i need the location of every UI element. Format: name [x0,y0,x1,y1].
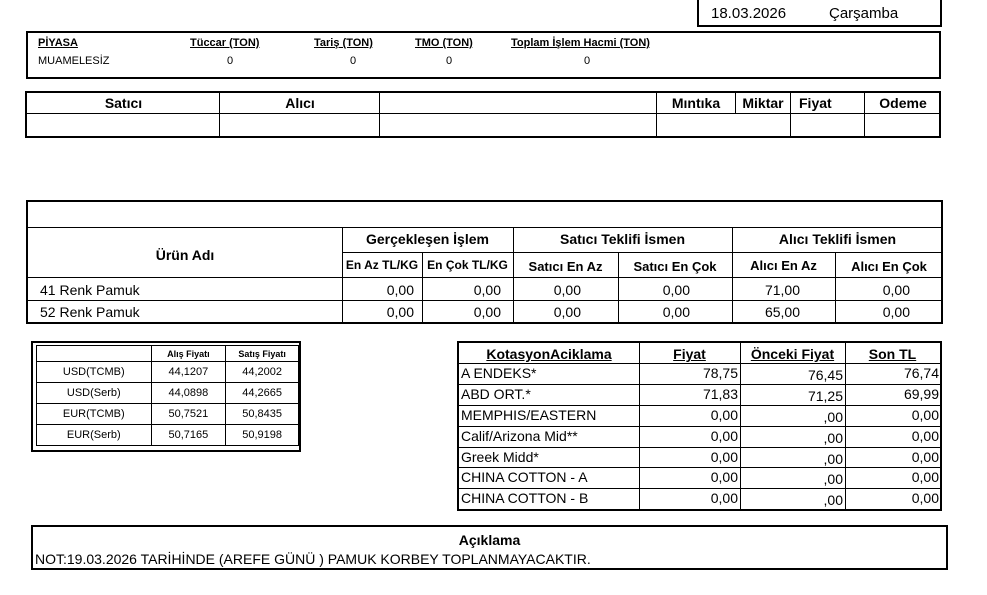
en-az-tl-header: En Az TL/KG [345,258,419,272]
kotasyon-onceki: 71,25 [807,388,843,404]
report-weekday: Çarşamba [829,5,899,22]
product-cell: 0,00 [662,304,690,320]
kotasyon-son: 0,00 [911,469,939,485]
kotasyon-fiyat: 0,00 [710,407,738,423]
product-cell: 0,00 [662,282,690,298]
fx-satis: 44,2002 [226,362,299,383]
taris-value: 0 [350,55,357,67]
fx-alis: 44,1207 [151,362,226,383]
date-box [697,0,942,27]
row-divider [28,227,941,228]
piyasa-value: MUAMELESİZ [38,55,110,67]
satici-en-az-header: Satıcı En Az [528,259,603,274]
alici-en-cok-header: Alıcı En Çok [851,259,927,274]
kotasyon-name: MEMPHIS/EASTERN [461,407,597,423]
note-title: Açıklama [458,532,521,548]
col-divider [379,93,380,136]
row-divider [28,277,941,278]
row-divider [459,384,940,385]
fx-satis: 50,9198 [226,425,299,446]
row-divider [459,447,940,448]
currency-table [31,341,301,452]
kotasyon-son: 0,00 [911,428,939,444]
report-date: 18.03.2026 [711,5,787,22]
fx-alis: 50,7521 [151,404,226,425]
row-divider [459,426,940,427]
product-cell: 0,00 [882,282,910,298]
row-divider [459,405,940,406]
product-cell: 71,00 [764,282,800,298]
kotasyon-onceki: ,00 [823,471,843,487]
product-cell: 0,00 [386,282,414,298]
kotasyon-header: KotasyonAciklama [486,346,612,362]
fx-name: EUR(Serb) [37,425,152,446]
tmo-value: 0 [446,55,453,67]
market-summary [26,31,941,79]
satici-header: Satıcı [104,95,143,111]
piyasa-header: PİYASA [38,37,78,49]
kotasyon-onceki: ,00 [823,492,843,508]
satici-teklifi-header: Satıcı Teklifi İsmen [559,231,685,247]
fx-name: USD(Serb) [37,383,152,404]
tmo-header: TMO (TON) [415,37,473,49]
table-row [37,383,299,404]
mintika-header: Mıntıka [671,95,721,111]
table-row [37,425,299,446]
fx-satis: 50,8435 [226,404,299,425]
row-divider [459,467,940,468]
kotasyon-name: CHINA COTTON - B [461,490,589,506]
alici-teklifi-header: Alıcı Teklifi İsmen [778,231,897,247]
kotasyon-name: ABD ORT.* [461,386,531,402]
kotasyon-son: 0,00 [911,449,939,465]
col-divider [864,93,865,136]
tuccar-header: Tüccar (TON) [190,37,260,49]
fx-name: EUR(TCMB) [37,404,152,425]
taris-header: Tariş (TON) [314,37,373,49]
row-divider [342,252,943,253]
kotasyon-son: 0,00 [911,490,939,506]
product-cell: 0,00 [473,282,501,298]
table-row [37,404,299,425]
toplam-value: 0 [584,55,591,67]
product-cell: 0,00 [553,282,581,298]
kotasyon-name: Calif/Arizona Mid** [461,428,578,444]
kotasyon-son: 0,00 [911,407,939,423]
kotasyon-fiyat: 0,00 [710,490,738,506]
quotation-table [457,341,942,511]
note-box [31,525,948,570]
fx-blank-header [37,346,152,362]
toplam-header: Toplam İşlem Hacmi (TON) [511,37,650,49]
satici-en-cok-header: Satıcı En Çok [633,259,717,274]
fiyat-header: Fiyat [799,95,832,111]
product-name: 41 Renk Pamuk [40,282,140,298]
col-divider [790,93,791,136]
satis-header: Satış Fiyatı [226,346,299,362]
kotasyon-son: 76,74 [903,365,939,381]
odeme-header: Odeme [879,95,927,111]
row-divider [459,363,940,364]
col-divider [735,93,736,113]
onceki-fiyat-header: Önceki Fiyat [750,346,835,362]
table-row [37,362,299,383]
kotasyon-fiyat: 0,00 [710,428,738,444]
product-cell: 0,00 [882,304,910,320]
alici-en-az-header: Alıcı En Az [750,258,817,273]
alis-header: Alış Fiyatı [151,346,226,362]
product-cell: 65,00 [764,304,800,320]
son-tl-header: Son TL [868,346,917,362]
product-cell: 0,00 [553,304,581,320]
kotasyon-name: CHINA COTTON - A [461,469,588,485]
kotasyon-fiyat: 0,00 [710,469,738,485]
urun-adi-header: Ürün Adı [155,247,215,263]
fx-alis: 50,7165 [151,425,226,446]
product-name: 52 Renk Pamuk [40,304,140,320]
kotasyon-fiyat: 0,00 [710,449,738,465]
fx-name: USD(TCMB) [37,362,152,383]
fx-satis: 44,2665 [226,383,299,404]
product-cell: 0,00 [473,304,501,320]
kotasyon-son: 69,99 [903,386,939,402]
col-divider [656,93,657,136]
product-table [26,200,943,324]
miktar-header: Miktar [742,95,784,111]
kotasyon-fiyat: 78,75 [702,365,738,381]
kotasyon-onceki: ,00 [823,451,843,467]
currency-grid [36,345,299,446]
row-divider [27,113,939,114]
kotasyon-onceki: ,00 [823,409,843,425]
kotasyon-name: A ENDEKS* [461,365,537,381]
kotasyon-onceki: ,00 [823,430,843,446]
row-divider [459,488,940,489]
fiyat-header: Fiyat [673,346,706,362]
kotasyon-fiyat: 71,83 [702,386,738,402]
kotasyon-name: Greek Midd* [461,449,539,465]
note-text: NOT:19.03.2026 TARİHİNDE (AREFE GÜNÜ ) PAMUK KORBEY TOPLANMAYACAKTIR. [35,551,591,567]
tuccar-value: 0 [227,55,234,67]
fx-alis: 44,0898 [151,383,226,404]
col-divider [219,93,220,136]
kotasyon-onceki: 76,45 [807,367,843,383]
gerceklesen-header: Gerçekleşen İşlem [366,231,489,247]
product-cell: 0,00 [386,304,414,320]
row-divider [28,300,941,301]
en-cok-tl-header: En Çok TL/KG [427,258,508,272]
alici-header: Alıcı [285,95,315,111]
trade-table [25,91,941,138]
